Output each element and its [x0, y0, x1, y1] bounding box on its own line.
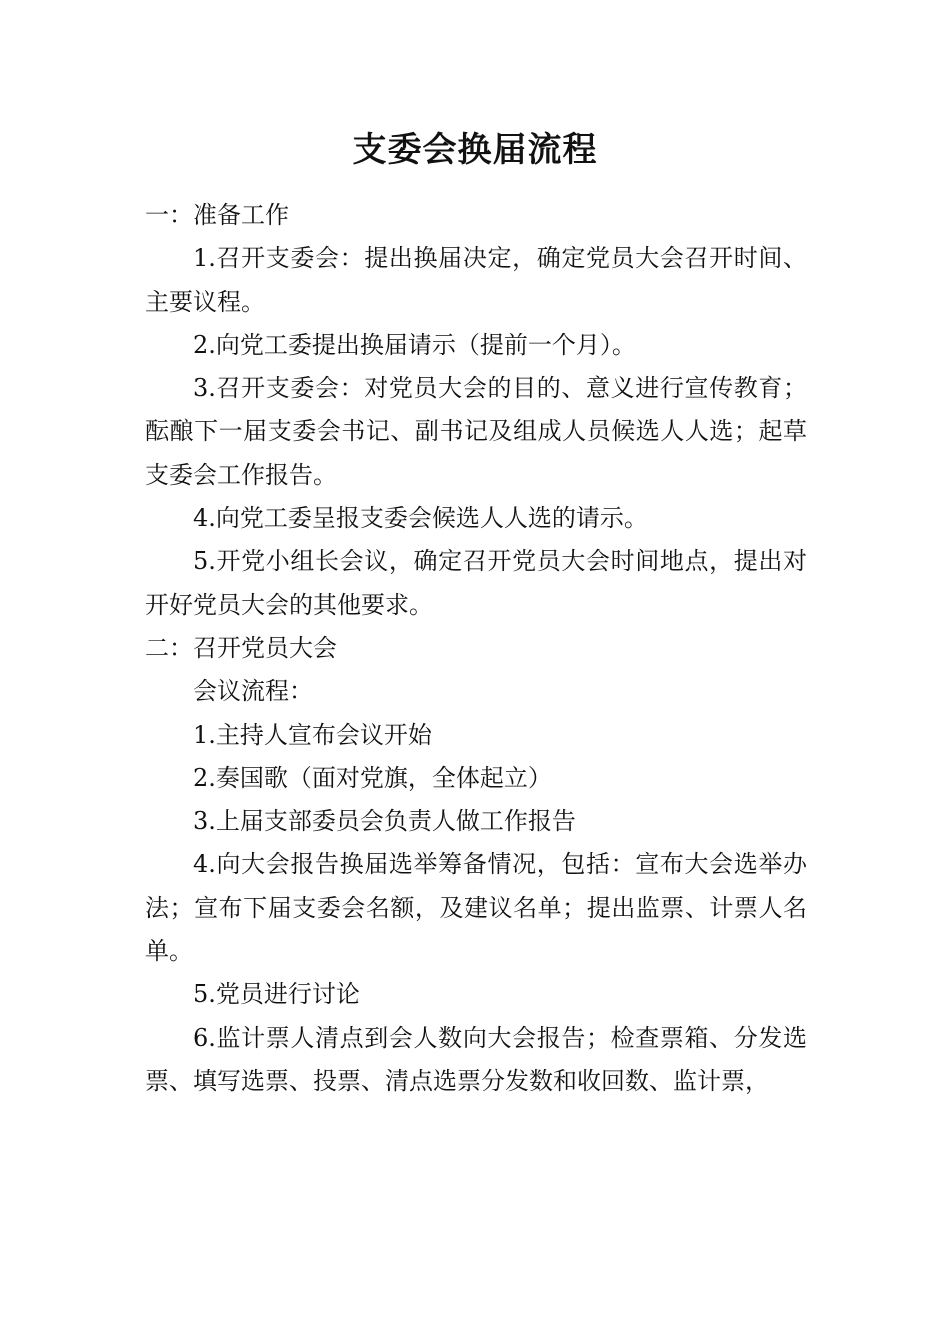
paragraph: 5.开党小组长会议，确定召开党员大会时间地点，提出对开好党员大会的其他要求。: [145, 547, 807, 619]
paragraph: 2.向党工委提出换届请示（提前一个月）。: [193, 330, 636, 359]
document-title: 支委会换届流程: [352, 130, 598, 170]
paragraph: 4.向大会报告换届选举筹备情况，包括：宣布大会选举办法；宣布下届支委会名额，及建议名单；提出监票、计票人名单。: [145, 850, 807, 966]
paragraph: 会议流程：: [193, 677, 313, 706]
paragraph: 5.党员进行讨论: [193, 980, 360, 1009]
paragraph: 3.召开支委会：对党员大会的目的、意义进行宣传教育；酝酿下一届支委会书记、副书记及组成人员候选人人选；起草支委会工作报告。: [145, 374, 807, 489]
section-heading-meeting: 二：召开党员大会: [145, 633, 337, 662]
paragraph: 2.奏国歌（面对党旗，全体起立）: [193, 763, 552, 792]
paragraph: 3.上届支部委员会负责人做工作报告: [193, 807, 576, 836]
paragraph: 4.向党工委呈报支委会候选人人选的请示。: [193, 504, 648, 533]
paragraph: 6.监计票人清点到会人数向大会报告；检查票箱、分发选票、填写选票、投票、清点选票分发数和收回数、监计票，: [145, 1023, 807, 1095]
section-heading-preparation: 一：准备工作: [145, 201, 289, 229]
paragraph: 1.召开支委会：提出换届决定，确定党员大会召开时间、主要议程。: [145, 244, 807, 316]
document-body: [145, 194, 807, 1103]
paragraph: 1.主持人宣布会议开始: [193, 720, 432, 749]
